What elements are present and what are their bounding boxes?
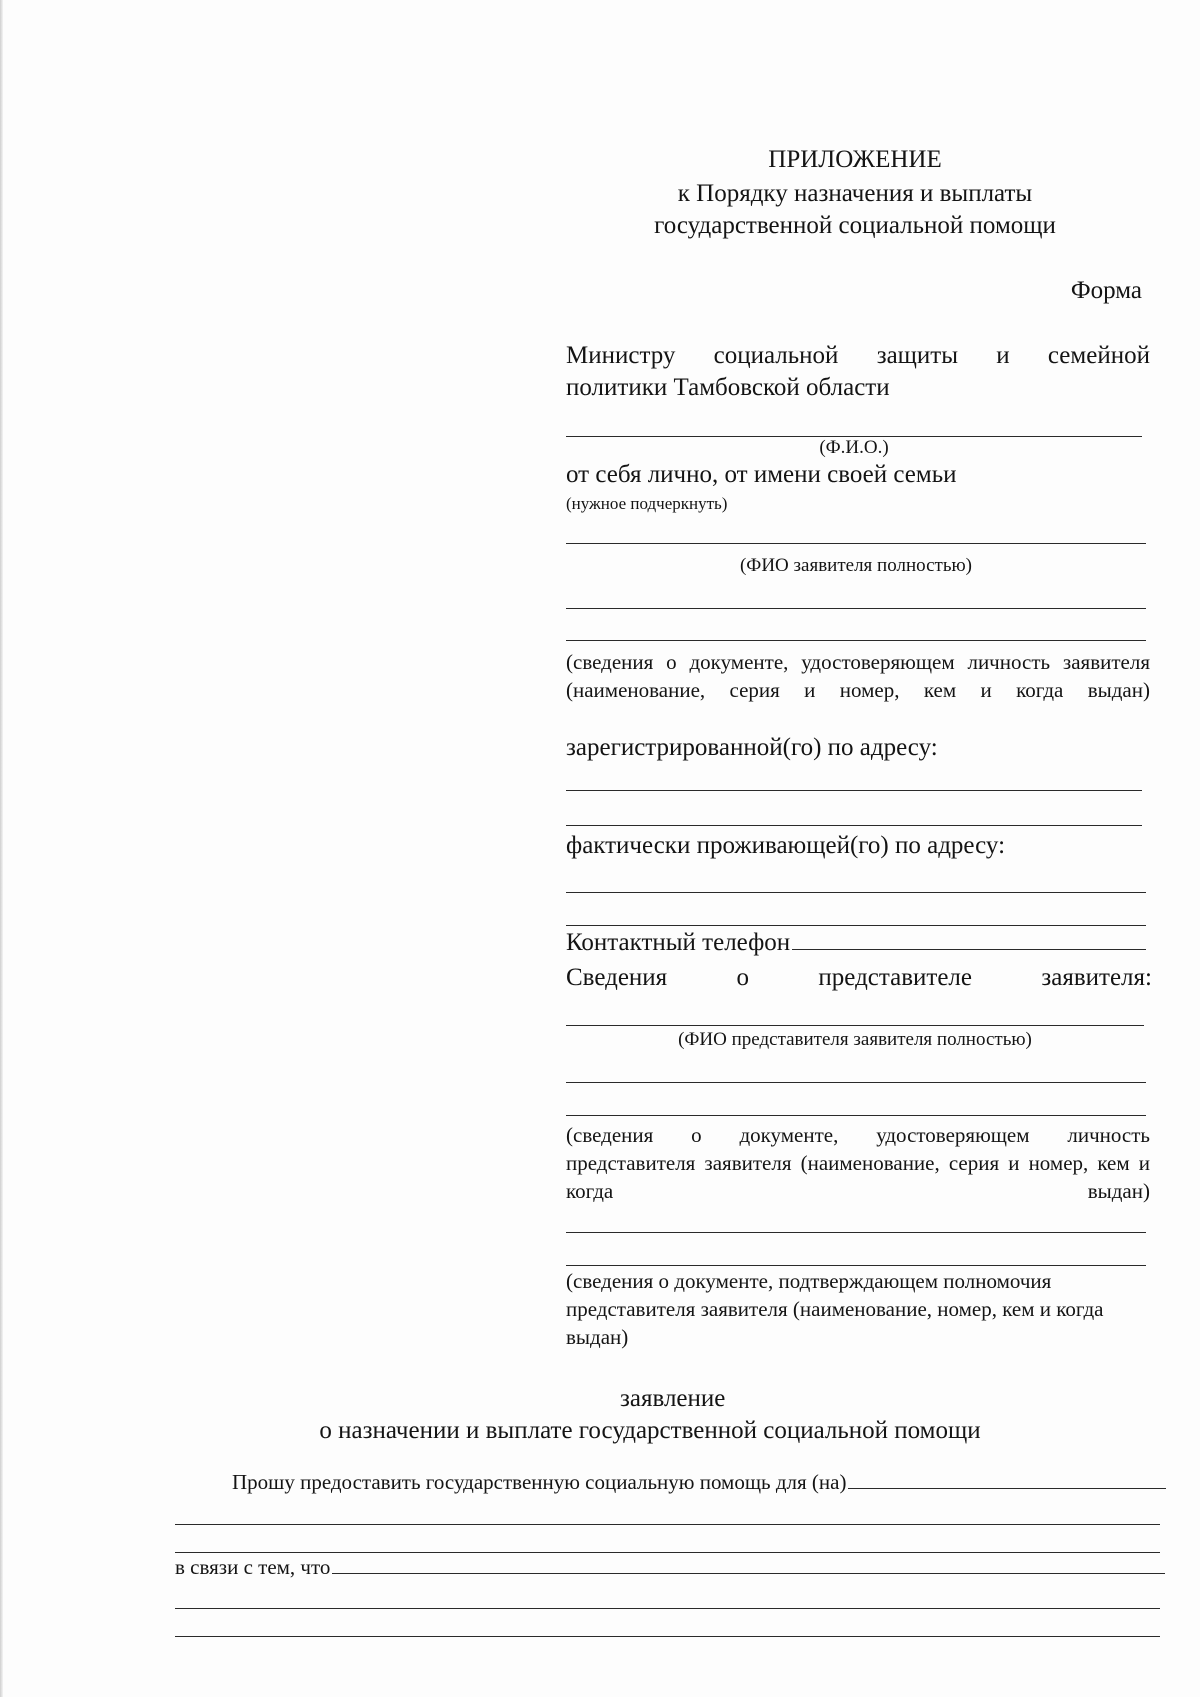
representative-heading-word: о: [736, 964, 750, 991]
representative-heading-word: заявителя:: [1041, 964, 1152, 991]
representative-authority-field-1[interactable]: [566, 1232, 1146, 1233]
representative-heading-word: представителе: [818, 964, 972, 991]
representative-authority-caption: (сведения о документе, подтверждающем полномочия представителя заявителя (наименование, номер, кем и когда выдан): [566, 1269, 1104, 1349]
registered-address-label: зарегистрированной(го) по адресу:: [566, 734, 938, 761]
registered-address-field-1[interactable]: [566, 790, 1142, 791]
reason-label: в связи с тем, что: [175, 1555, 331, 1579]
representative-id-doc-field-2[interactable]: [566, 1115, 1146, 1116]
contact-phone-label: Контактный телефон: [566, 929, 791, 956]
reason-field-line-3[interactable]: [175, 1636, 1160, 1637]
applicant-id-doc-field-1[interactable]: [566, 608, 1146, 609]
representative-id-doc-field-1[interactable]: [566, 1082, 1146, 1083]
addressee-word: семейной: [1047, 342, 1150, 369]
addressee-word: Министру: [566, 342, 676, 369]
appendix-title: ПРИЛОЖЕНИЕ: [768, 146, 942, 173]
request-row: [232, 1470, 1166, 1495]
representative-fio-caption: (ФИО представителя заявителя полностью): [678, 1029, 1032, 1050]
addressee-word: защиты: [876, 342, 959, 369]
reason-row: [175, 1555, 1165, 1580]
applicant-id-doc-field-2[interactable]: [566, 640, 1146, 641]
representative-fio-field[interactable]: [566, 1025, 1144, 1026]
addressee-word: и: [996, 342, 1010, 369]
actual-address-field-1[interactable]: [566, 892, 1146, 893]
representative-id-doc-caption: (сведения о документе, удостоверяющем личность представителя заявителя (наименование, серия и номер, кем и когда выдан): [566, 1123, 1150, 1203]
applicant-id-doc-caption: (сведения о документе, удостоверяющем личность заявителя (наименование, серия и номер, кем и когда выдан): [566, 650, 1150, 702]
on-behalf-note: (нужное подчеркнуть): [566, 494, 728, 513]
appendix-subtitle-line-2: государственной социальной помощи: [654, 212, 1056, 239]
appendix-subtitle-line-1: к Порядку назначения и выплаты: [677, 180, 1033, 207]
request-label: Прошу предоставить государственную социальную помощь для (на): [232, 1470, 847, 1494]
statement-subtitle: о назначении и выплате государственной социальной помощи: [319, 1417, 981, 1444]
representative-authority-field-2[interactable]: [566, 1265, 1146, 1266]
applicant-fio-caption: (ФИО заявителя полностью): [739, 555, 973, 576]
request-field-line-3[interactable]: [175, 1552, 1160, 1553]
addressee-line-2: политики Тамбовской области: [566, 374, 890, 401]
addressee-word: социальной: [713, 342, 839, 369]
representative-heading: [566, 964, 1152, 992]
request-field[interactable]: [848, 1487, 1166, 1489]
reason-field-line-2[interactable]: [175, 1608, 1160, 1609]
form-label: Форма: [1070, 277, 1142, 304]
statement-title: заявление: [620, 1385, 726, 1412]
addressee-fio-caption: (Ф.И.О.): [819, 437, 889, 458]
contact-phone-row: [566, 929, 1146, 957]
representative-heading-word: Сведения: [566, 964, 668, 991]
contact-phone-field[interactable]: [792, 948, 1146, 950]
actual-address-label: фактически проживающей(го) по адресу:: [566, 832, 1006, 859]
addressee-line-1: [566, 342, 1150, 370]
registered-address-field-2[interactable]: [566, 825, 1142, 826]
reason-field[interactable]: [332, 1572, 1165, 1574]
actual-address-field-2[interactable]: [566, 925, 1146, 926]
on-behalf-label: от себя лично, от имени своей семьи: [566, 461, 957, 488]
request-field-line-2[interactable]: [175, 1524, 1160, 1525]
applicant-fio-field[interactable]: [566, 543, 1146, 544]
scan-edge: [0, 0, 3, 1697]
